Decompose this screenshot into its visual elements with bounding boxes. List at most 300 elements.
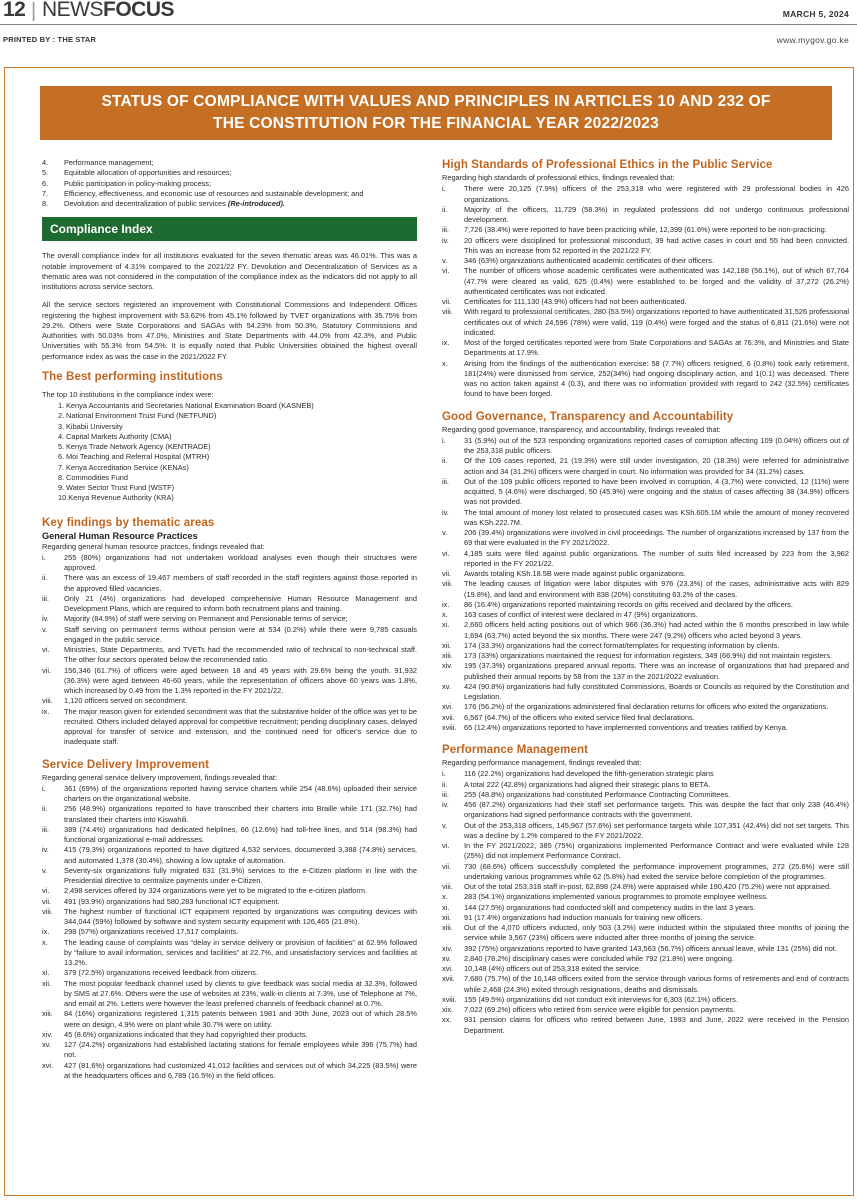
list-item-number: xvi. [442, 702, 454, 712]
list-item-text: 2,840 (78.2%) disciplinary cases were concluded while 792 (21.8%) were ongoing. [464, 953, 734, 963]
list-item-number: vi. [42, 645, 50, 654]
finding-item [442, 651, 849, 661]
list-item-number: ii. [442, 779, 448, 789]
list-item-number: iv. [42, 614, 49, 624]
list-item-text: 155 (49.5%) organizations did not conduct exit interviews for 6,303 (62.1%) officers. [464, 994, 738, 1004]
finding-item [42, 1061, 417, 1082]
list-item-text: 127 (24.2%) organizations had established lactating stations for female employees while 396 (75.7%) had not. [64, 1040, 417, 1060]
finding-item [442, 266, 849, 297]
list-item-number: ii. [442, 204, 448, 214]
list-item-number: xii. [442, 912, 452, 922]
list-item-number: viii. [42, 696, 53, 706]
list-item-text: 427 (81.6%) organizations had customized 41,012 facilities and services out of which 34,225 (83.5%) were at the headquarters offices and 6,789 (16.5%) in the field offices. [64, 1060, 417, 1080]
list-item-text: The total amount of money lost related to prosecuted cases was KSh.605.1M while the amount of money recovered was KSh.222.7M. [464, 507, 849, 527]
list-item-number: vi. [442, 266, 450, 276]
principle-item [42, 179, 417, 189]
institution-item [42, 442, 417, 452]
list-item-text: 491 (93.9%) organizations had 580,283 functional ICT equipment. [64, 896, 280, 906]
list-item-text: 176 (56.2%) of the organizations administered final declaration returns for officers who exited the organizations. [464, 702, 829, 712]
finding-item [42, 927, 417, 937]
right-column [442, 158, 849, 1036]
list-item-text: Kenya Trade Network Agency (KENTRADE) [66, 442, 211, 451]
list-item-text: The most popular feedback channel used by clients to give feedback was social media at 32.3%, followed by SMS at 27.6%. Others were the use of websites at 23%, walk-in clients at 7.3%, use of Telephone at 7%, and email at 2%. Letters were however the least preferred channels of feedback channel at 0.7%. [64, 978, 417, 1008]
finding-item [442, 713, 849, 723]
performance-heading: Performance Management [442, 744, 588, 756]
list-item-number: iii. [442, 476, 449, 486]
institution-item [42, 411, 417, 421]
list-item-text: 45 (8.6%) organizations indicated that they had copyrighted their products. [64, 1029, 308, 1039]
list-item-number: 3. [58, 421, 65, 431]
principles-list [42, 158, 417, 209]
list-item-number: viii. [442, 882, 453, 891]
finding-item [442, 600, 849, 610]
list-item-text: 379 (72.5%) organizations received feedback from citizens. [64, 968, 258, 978]
list-item-number: xi. [442, 902, 450, 912]
list-item-number: viii. [42, 906, 53, 916]
best-institutions-heading: The Best performing institutions [42, 370, 223, 383]
governance-intro: Regarding good governance, transparency, and accountability, findings revealed that: [442, 424, 721, 434]
list-item-number: xiv. [442, 661, 453, 671]
list-item-text: 931 pension claims for officers who retired between June, 1993 and June, 2022 were received in the Pension Department. [464, 1015, 849, 1035]
list-item-number: 6. [58, 452, 65, 462]
finding-item [42, 1009, 417, 1030]
list-item-number: ii. [42, 804, 48, 814]
finding-item [442, 964, 849, 974]
list-item-number: xiv. [42, 1029, 53, 1039]
best-intro: The top 10 institutions in the compliance index were: [42, 389, 214, 399]
list-item-number: vii. [442, 861, 452, 871]
service-intro: Regarding general service delivery improvement, findings revealed that: [42, 772, 277, 782]
list-item-number: vii. [442, 569, 452, 578]
list-item-number: iv. [442, 507, 449, 517]
finding-item [442, 944, 849, 954]
list-item-text: 255 (80%) organizations had not undertaken workload analyses even though their structures were approved. [64, 552, 417, 572]
principle-item [42, 158, 417, 168]
finding-item [442, 903, 849, 913]
finding-item [442, 1005, 849, 1015]
list-item-text: 730 (68.6%) officers successfully completed the performance improvement programmes, 272 (25.6%) were still undertaking various programmes while 62 (5.8%) had exited the service before completion of the programmes. [464, 861, 849, 881]
finding-item [442, 477, 849, 508]
finding-item [442, 800, 849, 821]
list-item-text: 2,660 officers held acting positions out of which 966 (36.3%) had acted within the 6 months prescribed in law while 1,694 (63.7%) acted beyond the six months. There were 247 (9.2%) officers who acted beyond 3 years. [464, 620, 849, 640]
finding-item [442, 995, 849, 1005]
list-item-text: Majority of the officers, 11,729 (58.3%) in regulated professions did not undergo continuous professional development. [464, 204, 849, 224]
finding-item [442, 236, 849, 257]
best-institutions-list [42, 401, 417, 504]
finding-item [42, 979, 417, 1010]
finding-item [442, 620, 849, 641]
institution-item [42, 473, 417, 483]
list-item-text: The highest number of functional ICT equipment reported by organizations was computing devices with 344,044 (59%) followed by software and system security equipment with 126,465 (21.8%). [64, 906, 417, 926]
list-item-number: xiii. [442, 923, 453, 932]
key-findings-heading: Key findings by thematic areas [42, 516, 215, 529]
list-item-text: 31 (5.9%) out of the 523 responding organizations reported cases of corruption affecting 109 (0.04%) officers out of the 253,318 public officers. [464, 435, 849, 455]
list-item-number: xv. [42, 1040, 51, 1049]
list-item-number: 6. [42, 178, 49, 188]
finding-item [442, 508, 849, 529]
hr-practices-subheading: General Human Resource Practices [42, 530, 198, 541]
list-item-text: The leading causes of litigation were labor disputes with 976 (23.3%) of the cases, administrative acts with 829 (19.8%), and land and environment with 838 (20%) constituting 63.2% of the cases. [464, 579, 849, 599]
performance-intro: Regarding performance management, findings revealed that: [442, 758, 642, 767]
finding-item [42, 804, 417, 825]
list-item-text: Kenya Accountants and Secretaries National Examination Board (KASNEB) [66, 401, 314, 410]
finding-item [42, 1040, 417, 1061]
finding-item [442, 862, 849, 883]
list-item-text: 20 officers were disciplined for professional misconduct, 39 had active cases in court and 55 had been convicted. This was an increase from 52 reported in the 2021/22 FY. [464, 235, 849, 255]
finding-item [442, 923, 849, 944]
finding-item [442, 549, 849, 570]
list-item-number: iv. [442, 235, 449, 245]
list-item-number: xi. [442, 620, 450, 630]
list-item-number: 4. [58, 431, 65, 441]
article-title-banner [40, 86, 832, 140]
list-item-number: i. [442, 769, 446, 779]
list-item-text: Certificates for 111,130 (43.9%) officers had not been authenticated. [464, 297, 687, 306]
hr-intro: Regarding general human resource practces, findings revealed that: [42, 541, 265, 551]
list-item-text: Staff serving on permanent terms without pension were at 534 (0.2%) while there were 9,785 casuals engaged in the public service. [64, 624, 417, 644]
list-item-number: vii. [42, 665, 52, 675]
list-item-number: x. [42, 937, 48, 947]
finding-item [442, 569, 849, 579]
brand-suffix: FOCUS [103, 0, 174, 21]
compliance-paragraph-2: All the service sectors registered an improvement with Constitutional Commissions and Independent Offices registering the highest improvement with 53.62% from 45.1% followed by TVET organizations with 35.75% from 29.2%. Others were State Corporations and SAGAs with 54.23% from 50.3%, Statutory Commissions and Authorities with 50.03% from 47.0%, Ministries and State Departments with 44.0% from 42.3%, and Public Universities with 55.3% from 54.5%. It is equally noted that Public Universities obtained the highest overall performance index as was the case in the 2021/2022 FY. [42, 300, 417, 361]
list-item-number: xvii. [442, 712, 455, 722]
list-item-text: 424 (90.8%) organizations had fully constituted Commissions, Boards or Councils as required by the Constitution and Legislation. [464, 681, 849, 701]
finding-item [442, 256, 849, 266]
list-item-text: 392 (75%) organizations reported to have granted 143,563 (56.7%) officers annual leave, while 131 (25%) did not. [464, 943, 837, 953]
list-item-number: i. [442, 435, 446, 445]
governance-findings-list [442, 436, 849, 733]
list-item-number: xi. [42, 968, 50, 978]
finding-item [442, 225, 849, 235]
institution-item [42, 483, 417, 493]
list-item-text: 283 (54.1%) organizations implemented various programmes to promote employee wellness. [464, 892, 768, 902]
list-item-number: v. [442, 820, 448, 830]
list-item-number: 8. [42, 199, 49, 208]
finding-item [42, 907, 417, 928]
finding-item [442, 641, 849, 651]
list-item-text: 4,185 suits were filed against public organizations. The number of suits filed increased by 223 from the 3,962 reported in the FY 2021/22. [464, 548, 849, 568]
list-item-number: xvii. [442, 974, 455, 984]
list-item-text: Out of the 109 public officers reported to have been involved in corruption, 4 (3.7%) were convicted, 12 (11%) were acquitted, 5 (4.6%) were discharged, 50 (45.9%) were ongoing and the status of cases affecting 38 (34.9%) officers was not provided. [464, 476, 849, 507]
list-item-number: v. [442, 256, 448, 265]
list-item-number: ii. [442, 456, 448, 466]
finding-item [442, 682, 849, 703]
list-item-number: iii. [42, 824, 49, 834]
list-item-text: 10,148 (4%) officers out of 253,318 exited the service. [464, 964, 641, 973]
list-item-number: xiii. [42, 1009, 53, 1019]
list-item-text: 2,498 services offered by 324 organizations were yet to be migrated to the e-citizen platform. [64, 886, 368, 896]
finding-item [442, 882, 849, 892]
subhead [0, 24, 857, 46]
list-item-text: Majority (84.9%) of staff were serving on Permanent and Pensionable terms of service; [64, 614, 348, 624]
finding-item [42, 866, 417, 887]
finding-item [442, 184, 849, 205]
list-item-number: iii. [442, 789, 449, 799]
institution-item [42, 432, 417, 442]
list-item-number: ix. [42, 927, 50, 937]
list-item-text: 7,726 (38.4%) were reported to have been practicing while, 12,399 (61.6%) were reported to be non-practicing. [464, 225, 827, 235]
list-item-number: 1. [58, 401, 65, 410]
masthead-separator: | [31, 0, 37, 22]
list-item-text: 256 (48.9%) organizations reported to have transcribed their charters into Braille while 171 (32.7%) had translated their charters into Kiswahili. [64, 804, 417, 824]
list-item-text: 456 (87.2%) organizations had their staff set performance targets. This was despite the fact that only 238 (46.4%) organizations had signed performance contracts with the government. [464, 800, 849, 820]
list-item-number: 5. [58, 442, 65, 451]
finding-item [42, 897, 417, 907]
finding-item [442, 769, 849, 779]
page-number: 12 [3, 0, 26, 21]
list-item-number: i. [42, 783, 46, 793]
list-item-text: There was an excess of 19,467 members of staff recorded in the staff registers against those reported in the approved filled vacancies. [64, 573, 417, 593]
list-item-number: i. [42, 552, 46, 562]
finding-item [42, 696, 417, 706]
list-item-text: 91 (17.4%) organizations had induction manuals for training new officers. [464, 912, 703, 922]
finding-item [42, 573, 417, 594]
institution-item [42, 401, 417, 411]
list-item-number: vi. [42, 886, 50, 896]
list-item-text: 206 (39.4%) organizations were involved in civil proceedings. The number of organizations increased by 137 from the 69 that were evaluated in the FY 2021/2022. [464, 528, 849, 548]
printed-by: PRINTED BY : THE STAR [3, 35, 97, 44]
finding-item [442, 892, 849, 902]
list-item-number: xx. [442, 1015, 452, 1025]
list-item-number: 7. [58, 462, 65, 472]
list-item-text: 116 (22.2%) organizations had developed the fifth-generation strategic plans [464, 769, 714, 779]
finding-item [442, 974, 849, 995]
service-delivery-heading: Service Delivery Improvement [42, 758, 210, 771]
principle-item [42, 189, 417, 199]
list-item-number: vii. [442, 297, 452, 306]
list-item-text: Devolution and decentralization of public services (Re-introduced). [64, 199, 285, 208]
list-item-text: Public participation in policy-making process; [64, 178, 212, 188]
ethics-heading: High Standards of Professional Ethics in the Public Service [442, 159, 773, 171]
list-item-text: There were 20,125 (7.9%) officers of the 253,318 who were registered with 29 professional bodies in 426 organizations. [464, 184, 849, 204]
list-item-number: v. [442, 528, 448, 537]
finding-item [442, 790, 849, 800]
list-item-number: ix. [42, 706, 50, 716]
list-item-number: vi. [442, 841, 450, 850]
list-item-text: Kenya Revenue Authority (KRA) [68, 493, 174, 503]
list-item-text: Of the 109 cases reported, 21 (19.3%) were still under investigation, 20 (18.3%) were referred for administrative action and 34 (31.2%) officers were charged in court. No information was provided for 34 (31.2%) cases. [464, 456, 849, 476]
list-item-text: In the FY 2021/2022, 385 (75%) organizations implemented Performance Contract and were evaluated while 128 (25%) did not implement Performance Contract. [464, 841, 849, 861]
governance-heading: Good Governance, Transparency and Accountability [442, 410, 734, 423]
finding-item [442, 456, 849, 477]
emphasis-note: (Re-introduced). [225, 199, 285, 208]
list-item-text: Kenya Accreditation Service (KENAs) [66, 462, 189, 472]
list-item-number: xviii. [442, 994, 457, 1004]
list-item-text: 7,680 (75.7%) of the 10,148 officers exited from the service through various forms of retirements and end of contracts while 2,468 (24.3%) exited through resignations, deaths and dismissals. [464, 974, 849, 994]
list-item-text: Kibabii University [66, 421, 123, 431]
list-item-number: 10. [58, 493, 69, 503]
list-item-text: Moi Teaching and Referral Hospital (MTRH) [66, 452, 210, 462]
finding-item [442, 913, 849, 923]
list-item-text: 65 (12.4%) organizations reported to have implemented conventions and treaties ratified by Kenya. [464, 722, 788, 732]
finding-item [442, 436, 849, 457]
list-item-number: ix. [442, 338, 450, 347]
finding-item [442, 528, 849, 549]
list-item-number: x. [442, 610, 448, 619]
list-item-text: The major reason given for extended secondment was that the substantive holder of the office was yet to be recruited. Others included delayed approval for competitive recruitment; pending disciplinary cases, delayed approval for transfer of service and extension, and the continued need for officer's service due to inadequate staff. [64, 706, 417, 747]
list-item-text: 361 (69%) of the organizations reported having service charters while 254 (48.6%) uploaded their service charters on the organizational website. [64, 783, 417, 803]
list-item-text: 1,120 officers served on secondment. [64, 696, 188, 706]
finding-item [42, 645, 417, 666]
list-item-number: vi. [442, 548, 450, 558]
list-item-text: 163 cases of conflict of interest were declared in 47 (9%) organizations. [464, 610, 698, 619]
list-item-text: Capital Markets Authority (CMA) [66, 431, 172, 441]
finding-item [42, 938, 417, 969]
finding-item [442, 723, 849, 733]
list-item-text: 84 (16%) organizations registered 1,315 patents between 1981 and 30th June, 2023 out of which 28.5% were on design, 4.9% were on plant while 30.7% were on utility. [64, 1009, 417, 1029]
list-item-text: 255 (48.8%) organizations had constituted Performance Contracting Committees. [464, 789, 731, 799]
list-item-text: Arising from the findings of the authentication exercise: 58 (7.7%) officers resigned, 6 (0.8%) took early retirement, 181(24%) were dismissed from service, 252(34%) had ongoing disciplinary action, and 1(0.1) was deceased. There was no action taken against 4 (0.3), and there was no information provided with regard to 242 (32.5%) certificates found to have been forged. [464, 358, 849, 399]
finding-item [442, 579, 849, 600]
finding-item [42, 625, 417, 646]
finding-item [442, 1015, 849, 1036]
finding-item [42, 614, 417, 624]
list-item-number: ix. [442, 599, 450, 609]
list-item-text: Ministries, State Departments, and TVETs had the recommended ratio of technical to non-technical staff. The other four sectors operated below the recommended ratio. [64, 645, 417, 665]
masthead [0, 0, 857, 24]
list-item-number: iv. [442, 800, 449, 809]
list-item-number: ii. [42, 573, 48, 583]
finding-item [42, 968, 417, 978]
finding-item [42, 707, 417, 748]
section-brand [42, 0, 174, 22]
list-item-number: 2. [58, 411, 65, 421]
service-delivery-list [42, 784, 417, 1081]
finding-item [42, 1030, 417, 1040]
list-item-text: 195 (37.3%) organizations prepared annual reports. There was an increase of organizations that had prepared and published their annual reports by 58 from the 137 in the 2021/2022 evaluation. [464, 661, 849, 681]
list-item-number: xii. [442, 640, 452, 650]
principle-item [42, 168, 417, 178]
list-item-text: Out of the total 253,318 staff in-post, 62,898 (24.8%) were appraised while 190,420 (75.2%) were not appraised. [464, 882, 832, 891]
list-item-text: Equitable allocation of opportunities and resources; [64, 168, 232, 178]
performance-findings-list [442, 769, 849, 1036]
list-item-text: With regard to professional certificates, 280 (53.5%) organizations reported to have authenticated 31,526 professional certificates out of which 24,596 (78%) were valid, 119 (0.4%) were forged and the status of 6,811 (21.6%) were not indicated. [464, 307, 849, 337]
list-item-number: iv. [42, 845, 49, 855]
issue-date: MARCH 5, 2024 [782, 9, 849, 19]
list-item-text: Most of the forged certificates reported were from State Corporations and SAGAs at 76.3%, and Ministries and State Departments at 17.9%. [464, 338, 849, 358]
list-item-text: 156,346 (61.7%) of officers were aged between 18 and 45 years with 29.6% being the youth. 91,932 (36.3%) were aged between 46-60 years, while the representation of officers above 60 years was 1.8%, which increased by 0.49 from the 1.3% reported in the FY 2021/22. [64, 665, 417, 695]
list-item-text: Out of the 4,070 officers inducted, only 503 (3.2%) were inducted within the stipulated three months of joining the service while 3,567 (23%) officers were inducted after three months of joining the service. [464, 923, 849, 943]
list-item-number: xiv. [442, 943, 453, 953]
list-item-text: 86 (16.4%) organizations reported maintaining records on gifts received and declared by the officers. [464, 599, 793, 609]
list-item-number: xvi. [42, 1060, 54, 1070]
finding-item [442, 780, 849, 790]
list-item-number: x. [442, 892, 448, 902]
list-item-number: iii. [42, 593, 49, 603]
list-item-text: The leading cause of complaints was “delay in service delivery or provision of facilities” at 62.9% followed by “failure to avail information, services and facilities” at 22.7%, and unsatisfactory services and facilities at 13.2%. [64, 937, 417, 967]
brand-prefix: NEWS [42, 0, 103, 21]
list-item-text: Out of the 253,318 officers, 145,967 (57.6%) set performance targets while 107,351 (42.4%) did not set targets. This was a decline by 1.2% compared to the FY 2021/2022. [464, 820, 849, 840]
title-line-2: THE CONSTITUTION FOR THE FINANCIAL YEAR 2022/2023 [213, 115, 659, 132]
finding-item [42, 594, 417, 615]
finding-item [42, 553, 417, 574]
list-item-text: 415 (79.3%) organizations reported to have digitized 4,532 services, documented 3,388 (74.8%) services, and automated 1,378 (30.4%), showing a low uptake of automation. [64, 845, 417, 865]
list-item-number: xv. [442, 681, 451, 691]
finding-item [442, 661, 849, 682]
list-item-number: v. [42, 865, 48, 875]
list-item-number: 4. [42, 158, 49, 167]
list-item-number: 5. [42, 168, 49, 178]
list-item-number: viii. [442, 579, 453, 589]
list-item-text: 174 (33.3%) organizations had the correct format/templates for requesting information by clients. [464, 640, 780, 650]
list-item-number: viii. [442, 307, 453, 317]
list-item-text: National Environment Trust Fund (NETFUND) [66, 411, 217, 421]
institution-item [42, 463, 417, 473]
list-item-number: xviii. [442, 722, 457, 732]
compliance-index-heading: Compliance Index [42, 217, 417, 241]
finding-item [42, 886, 417, 896]
finding-item [442, 338, 849, 359]
list-item-number: xii. [42, 978, 52, 988]
list-item-text: Commodities Fund [66, 472, 129, 482]
finding-item [442, 702, 849, 712]
list-item-text: 389 (74.4%) organizations had dedicated helplines, 66 (12.6%) had toll-free lines, and 514 (98.3%) had functional organizational e-mail addresses. [64, 824, 417, 844]
list-item-text: 173 (33%) organizations maintained the request for information registers, 349 (66.9%) did not maintain registers. [464, 651, 833, 660]
list-item-text: Only 21 (4%) organizations had developed comprehensive Human Resource Management and Development Plans, which are required to inform both recruitment plans and training. [64, 593, 417, 613]
list-item-text: 7,022 (69.2%) officers who retired from service were eligible for pension payments. [464, 1005, 735, 1014]
list-item-text: 6,567 (64.7%) of the officers who exited service filed final declarations. [464, 712, 695, 722]
finding-item [42, 784, 417, 805]
institution-item [42, 452, 417, 462]
list-item-text: The number of officers whose academic certificates were authenticated was 142,188 (56.1%), out of which 67,764 (47.7% were cleared as valid, 625 (0.4%) were established to be forged and the validity of 37,272 (26.2%) authenticated certificates was not indicated. [464, 266, 849, 296]
list-item-number: i. [442, 184, 446, 194]
list-item-number: xv. [442, 953, 451, 963]
finding-item [442, 359, 849, 400]
finding-item [42, 666, 417, 697]
finding-item [42, 825, 417, 846]
list-item-number: vii. [42, 896, 52, 906]
institution-item [42, 422, 417, 432]
list-item-number: v. [42, 624, 48, 634]
list-item-number: xiii. [442, 651, 453, 660]
list-item-text: Performance management; [64, 158, 154, 167]
list-item-number: iii. [442, 225, 449, 235]
finding-item [442, 954, 849, 964]
finding-item [42, 845, 417, 866]
list-item-number: 8. [58, 472, 65, 482]
list-item-text: Awards totaling KSh.18.5B were made against public organizations. [464, 569, 686, 578]
list-item-number: xix. [442, 1005, 454, 1014]
list-item-number: 9. [58, 483, 65, 492]
finding-item [442, 841, 849, 862]
ethics-intro: Regarding high standards of professional ethics, findings revealed that: [442, 173, 675, 182]
website-link[interactable]: www.mygov.go.ke [776, 35, 849, 45]
list-item-text: Seventy-six organizations fully migrated 631 (31.9%) services to the e-Citizen platform in line with the Presidential directive to centralize payments under e-Citizen. [64, 865, 417, 885]
list-item-text: 298 (57%) organizations received 17,517 complaints. [64, 927, 239, 937]
list-item-number: x. [442, 358, 448, 368]
principle-item [42, 199, 417, 209]
title-line-1: STATUS OF COMPLIANCE WITH VALUES AND PRINCIPLES IN ARTICLES 10 AND 232 OF [101, 93, 771, 110]
finding-item [442, 821, 849, 842]
compliance-paragraph-1: The overall compliance index for all institutions evaluated for the seven thematic areas was 46.01%. This was a notable improvement of 4.31% compared to the 2021/22 FY. Devolution and Decentralization of Services as a thematic area was not considered in the computation of the compliance index as the indicators did not apply to all institutions across service sectors. [42, 251, 417, 291]
finding-item [442, 307, 849, 338]
list-item-number: xvi. [442, 964, 454, 973]
finding-item [442, 297, 849, 307]
list-item-number: 7. [42, 188, 49, 198]
finding-item [442, 610, 849, 620]
list-item-text: Water Sector Trust Fund (WSTF) [66, 483, 175, 492]
institution-item [42, 493, 417, 503]
ethics-findings-list [442, 184, 849, 399]
finding-item [442, 205, 849, 226]
list-item-text: 346 (63%) organizations authenticated academic certificates of their officers. [464, 256, 715, 265]
hr-findings-list [42, 553, 417, 748]
left-column [42, 158, 417, 1081]
list-item-text: 144 (27.5%) organizations had conducted skill and competency audits in the last 3 years. [464, 902, 756, 912]
list-item-text: Efficiency, effectiveness, and economic use of resources and sustainable development; and [64, 188, 364, 198]
list-item-text: A total 222 (42.8%) organizations had aligned their strategic plans to BETA. [464, 779, 711, 789]
